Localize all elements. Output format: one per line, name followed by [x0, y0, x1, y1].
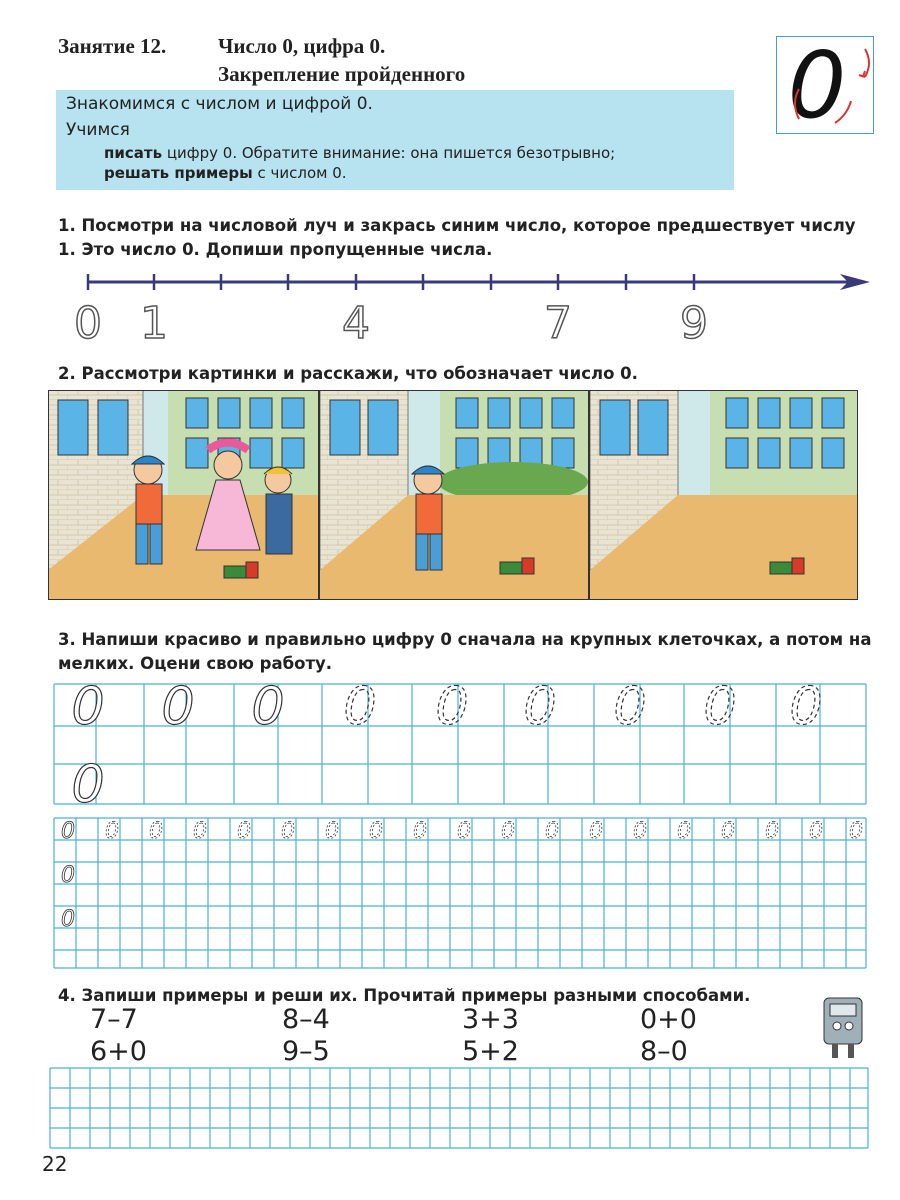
goal-line-4: [104, 164, 347, 182]
small-trace-14: 0: [677, 819, 691, 844]
small-trace-2: 0: [149, 819, 163, 844]
ray-label-0: 0: [74, 298, 102, 348]
ray-label-7: 7: [544, 298, 572, 348]
small-trace-12: 0: [589, 819, 603, 844]
goal-line-3: [104, 144, 615, 162]
goal-line-1: Знакомимся с числом и цифрой 0.: [66, 94, 373, 114]
example-7: 5+2: [462, 1036, 519, 1067]
example-1: 7–7: [90, 1004, 138, 1035]
small-trace-16: 0: [765, 819, 779, 844]
small-trace-18: 0: [849, 819, 863, 844]
trace-zero-4: 0: [613, 680, 647, 737]
ray-label-9: 9: [680, 298, 708, 348]
answer-grid: [48, 1066, 870, 1150]
small-zero-2: 0: [61, 863, 75, 888]
small-trace-17: 0: [809, 819, 823, 844]
small-trace-10: 0: [501, 819, 515, 844]
small-trace-8: 0: [413, 819, 427, 844]
sample-zero-2: 0: [161, 680, 195, 737]
small-trace-13: 0: [633, 819, 647, 844]
task-1-text: 1. Посмотри на числовой луч и закрась синим число, которое предшествует числу 1. Это число 0. Допиши пропущенные числа.: [58, 216, 856, 259]
goal-line-2: Учимся: [66, 120, 130, 140]
sample-zero-4: 0: [71, 755, 105, 815]
ray-label-4: 4: [342, 298, 370, 348]
example-6: 9–5: [282, 1036, 330, 1067]
lesson-subtitle: Закрепление пройденного: [218, 62, 466, 86]
lesson-topic: Число 0, цифра 0.: [218, 34, 386, 58]
small-trace-11: 0: [545, 819, 559, 844]
trace-zero-3: 0: [523, 680, 557, 737]
lesson-goals-box: [56, 90, 734, 190]
example-3: 3+3: [462, 1004, 519, 1035]
small-trace-6: 0: [325, 819, 339, 844]
scene-panel-2: [320, 390, 588, 600]
trace-zero-5: 0: [703, 680, 737, 737]
goal-line-3-rest: цифру 0. Обратите внимание: она пишется безотрывно;: [162, 144, 616, 162]
task-3-text: 3. Напиши красиво и правильно цифру 0 сначала на крупных клеточках, а потом на мелких. Оцени свою работу.: [58, 630, 872, 673]
calculator-character-icon: [820, 996, 866, 1062]
small-trace-4: 0: [237, 819, 251, 844]
task-4-text: 4. Запиши примеры и реши их. Прочитай примеры разными способами.: [58, 986, 751, 1005]
small-zero-1: 0: [61, 819, 75, 844]
lesson-label: Занятие 12.: [58, 34, 167, 58]
trace-zero-1: 0: [343, 680, 377, 737]
writing-grid: [50, 680, 870, 970]
small-trace-9: 0: [457, 819, 471, 844]
sample-zero-1: 0: [71, 680, 105, 737]
example-4: 0+0: [640, 1004, 697, 1035]
goal-line-3-bold: писать: [104, 144, 163, 162]
example-8: 8–0: [640, 1036, 688, 1067]
trace-zero-2: 0: [435, 680, 469, 737]
small-trace-15: 0: [721, 819, 735, 844]
illustration-strip: [48, 390, 858, 600]
small-trace-3: 0: [193, 819, 207, 844]
digit-zero-card: [776, 36, 874, 134]
goal-line-4-bold: решать примеры: [104, 164, 253, 182]
page-number: 22: [42, 1152, 68, 1176]
number-ray: [70, 268, 880, 348]
task-2-text: 2. Рассмотри картинки и расскажи, что обозначает число 0.: [58, 364, 638, 383]
goal-line-4-rest: с числом 0.: [252, 164, 347, 182]
scene-panel-3: [590, 390, 858, 600]
ray-label-1: 1: [140, 298, 168, 348]
example-5: 6+0: [90, 1036, 147, 1067]
small-zero-3: 0: [61, 907, 75, 932]
small-trace-7: 0: [369, 819, 383, 844]
digit-zero-glyph: 0: [787, 37, 847, 133]
lesson-title: [58, 32, 385, 60]
example-2: 8–4: [282, 1004, 330, 1035]
scene-panel-1: [48, 390, 318, 600]
sample-zero-3: 0: [251, 680, 285, 737]
trace-zero-6: 0: [789, 680, 823, 737]
small-trace-5: 0: [281, 819, 295, 844]
small-trace-1: 0: [105, 819, 119, 844]
